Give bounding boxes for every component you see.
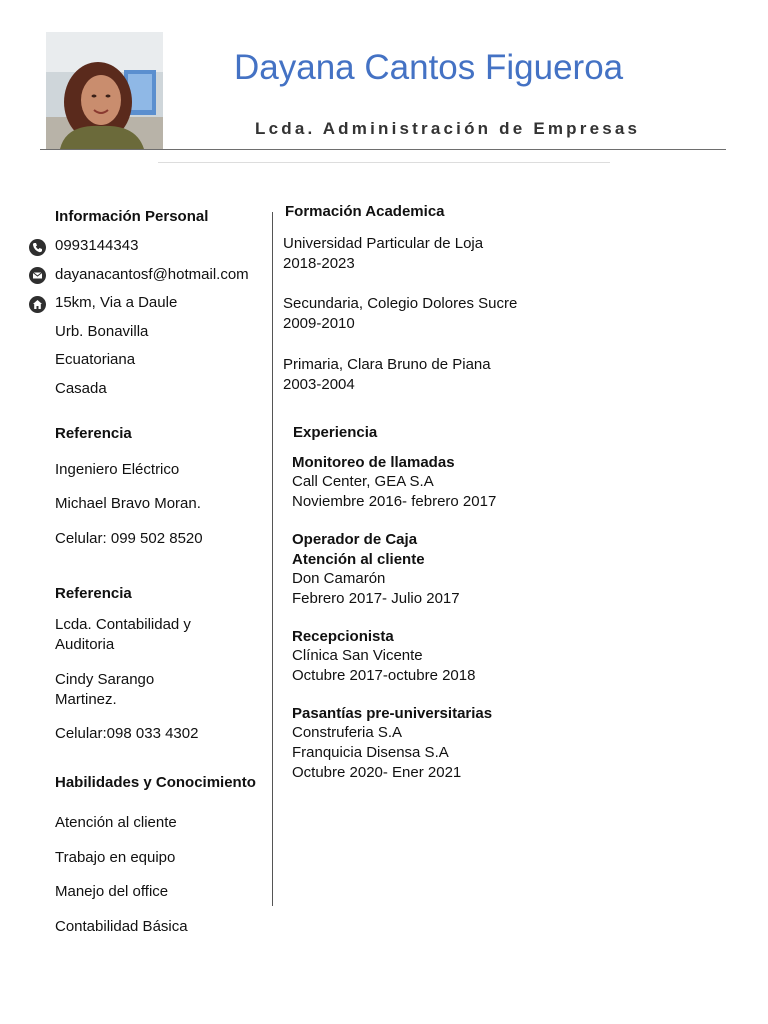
skill-item: Trabajo en equipo bbox=[55, 849, 176, 866]
phone-number: 0993144343 bbox=[55, 237, 139, 254]
job-company: Construferia S.A bbox=[292, 724, 403, 741]
reference-role: Lcda. Contabilidad y bbox=[55, 616, 191, 633]
education-institution: Secundaria, Colegio Dolores Sucre bbox=[283, 295, 518, 312]
job-position: Monitoreo de llamadas bbox=[292, 454, 455, 471]
job-company: Franquicia Disensa S.A bbox=[292, 744, 449, 761]
job-period: Octubre 2020- Ener 2021 bbox=[292, 764, 462, 781]
job-position: Recepcionista bbox=[292, 628, 394, 645]
education-years: 2009-2010 bbox=[283, 315, 355, 332]
address: 15km, Via a Daule bbox=[55, 294, 178, 311]
job-position: Pasantías pre-universitarias bbox=[292, 705, 493, 722]
education-years: 2003-2004 bbox=[283, 376, 355, 393]
reference-heading: Referencia bbox=[55, 585, 132, 602]
reference-role: Ingeniero Eléctrico bbox=[55, 461, 180, 478]
job-position: Operador de Caja bbox=[292, 531, 418, 548]
reference-phone: Celular: 099 502 8520 bbox=[55, 530, 203, 547]
header-divider bbox=[40, 149, 726, 150]
job-period: Febrero 2017- Julio 2017 bbox=[292, 590, 460, 607]
experience-heading: Experiencia bbox=[293, 424, 378, 441]
reference-name: Cindy Sarango bbox=[55, 671, 155, 688]
profile-photo bbox=[46, 32, 163, 149]
reference-heading: Referencia bbox=[55, 425, 132, 442]
email-address: dayanacantosf@hotmail.com bbox=[55, 266, 249, 283]
education-years: 2018-2023 bbox=[283, 255, 355, 272]
reference-name: Martinez. bbox=[55, 691, 117, 708]
personal-info-heading: Información Personal bbox=[55, 208, 209, 225]
education-institution: Primaria, Clara Bruno de Piana bbox=[283, 356, 491, 373]
skills-heading: Habilidades y Conocimiento bbox=[55, 774, 256, 791]
urbanization: Urb. Bonavilla bbox=[55, 323, 149, 340]
job-period: Noviembre 2016- febrero 2017 bbox=[292, 493, 497, 510]
candidate-name: Dayana Cantos Figueroa bbox=[234, 48, 624, 87]
column-divider bbox=[272, 212, 273, 906]
professional-title: Lcda. Administración de Empresas bbox=[255, 119, 641, 138]
education-heading: Formación Academica bbox=[285, 203, 445, 220]
job-company: Don Camarón bbox=[292, 570, 386, 587]
job-company: Clínica San Vicente bbox=[292, 647, 423, 664]
header-subdivider bbox=[158, 162, 610, 163]
reference-name: Michael Bravo Moran. bbox=[55, 495, 201, 512]
skill-item: Atención al cliente bbox=[55, 814, 177, 831]
reference-role: Auditoria bbox=[55, 636, 115, 653]
skill-item: Manejo del office bbox=[55, 883, 169, 900]
marital-status: Casada bbox=[55, 380, 107, 397]
job-period: Octubre 2017-octubre 2018 bbox=[292, 667, 476, 684]
home-icon bbox=[29, 296, 46, 313]
phone-icon bbox=[29, 239, 46, 256]
education-institution: Universidad Particular de Loja bbox=[283, 235, 484, 252]
job-company: Call Center, GEA S.A bbox=[292, 473, 434, 490]
nationality: Ecuatoriana bbox=[55, 351, 136, 368]
reference-phone: Celular:098 033 4302 bbox=[55, 725, 199, 742]
job-position: Atención al cliente bbox=[292, 551, 425, 568]
email-icon bbox=[29, 267, 46, 284]
skill-item: Contabilidad Básica bbox=[55, 918, 188, 935]
